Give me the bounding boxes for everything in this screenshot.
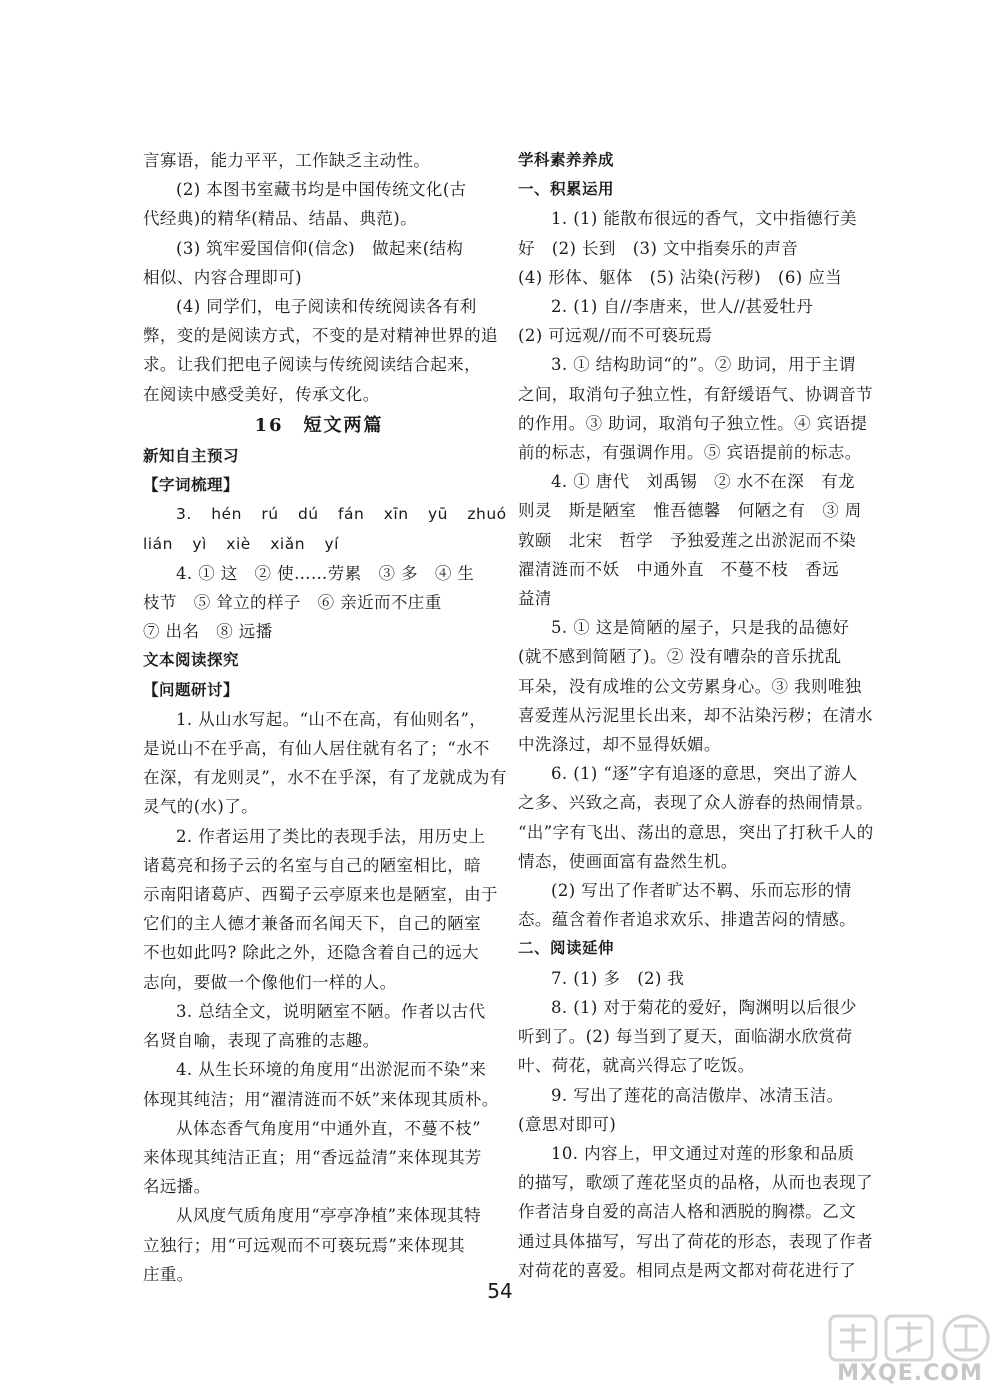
section-heading: 文本阅读探究 [143, 651, 240, 670]
section-heading: 二、阅读延伸 [518, 939, 615, 958]
paragraph-start: 5. ① 这是简陋的屋子，只是我的品德好 [551, 618, 850, 638]
text-line: 来体现其纯洁正直；用“香远益清”来体现其芳 [143, 1147, 482, 1167]
text-line: 它们的主人德才兼备而名闻天下，自己的陋室 [143, 914, 481, 934]
text-line: 示南阳诸葛庐、西蜀子云亭原来也是陋室，由于 [143, 885, 498, 905]
text-line: 的描写，歌颂了莲花坚贞的品格，从而也表现了 [518, 1173, 873, 1193]
text-line: 在阅读中感受美好，传承文化。 [143, 384, 380, 404]
text-line: 庄重。 [143, 1264, 194, 1284]
text-line: 枝节 ⑤ 耸立的样子 ⑥ 亲近而不庄重 [143, 593, 442, 613]
text-line: 是说山不在乎高，有仙人居住就有名了；“水不 [143, 739, 490, 759]
lesson-title: 16 短文两篇 [254, 414, 384, 436]
left-column [143, 146, 507, 1289]
text-line: 益清 [518, 589, 552, 609]
section-heading: 【问题研讨】 [143, 680, 240, 699]
paragraph-start: 4. ① 唐代 刘禹锡 ② 水不在深 有龙 [551, 472, 855, 492]
section-heading: 一、积累运用 [518, 180, 615, 199]
text-line: 在深，有龙则灵”，水不在乎深，有了龙就成为有 [143, 768, 507, 788]
text-line: 敦颐 北宋 哲学 予独爱莲之出淤泥而不染 [518, 530, 856, 550]
text-line: (2) 可远观//而不可亵玩焉 [518, 326, 713, 346]
text-line: 代经典)的精华(精品、结晶、典范)。 [143, 209, 418, 229]
text-line: ⑦ 出名 ⑧ 远播 [143, 622, 273, 642]
watermark-logo-icon [826, 1312, 994, 1366]
paragraph-start: (4) 同学们，电子阅读和传统阅读各有利 [176, 297, 477, 317]
paragraph-start: 1. (1) 能散布很远的香气，文中指德行美 [551, 209, 857, 229]
section-heading: 学科素养养成 [518, 151, 615, 169]
paragraph-start: 4. 从生长环境的角度用“出淤泥而不染”来 [176, 1060, 487, 1080]
text-line: (就不感到简陋了)。② 没有嘈杂的音乐扰乱 [518, 647, 842, 667]
paragraph-start: 8. (1) 对于菊花的爱好，陶渊明以后很少 [551, 997, 857, 1017]
watermark-logo [826, 1312, 994, 1392]
text-line: 作者洁身自爱的高洁人格和洒脱的胸襟。乙文 [518, 1202, 856, 1222]
paragraph-start: 从体态香气角度用“中通外直，不蔓不枝” [176, 1118, 481, 1138]
text-line: 喜爱莲从污泥里长出来，却不沾染污秽；在清水 [518, 705, 873, 725]
pinyin-line: 3. hén rú dú fán xīn yū zhuó [176, 505, 507, 524]
text-line: 相似、内容合理即可) [143, 267, 302, 287]
text-line: 情态，使画面富有盎然生机。 [518, 851, 738, 871]
text-line: 立独行；用“可远观而不可亵玩焉”来体现其 [143, 1235, 465, 1255]
text-line: 中洗涤过，却不显得妖媚。 [518, 735, 721, 755]
paragraph-start: 3. 总结全文，说明陋室不陋。作者以古代 [176, 1001, 486, 1021]
text-line: 志向，要做一个像他们一样的人。 [143, 972, 397, 992]
text-line: 弊，变的是阅读方式，不变的是对精神世界的追 [143, 326, 498, 346]
text-line: 态。蕴含着作者追求欢乐、排遣苦闷的情感。 [518, 910, 856, 930]
text-line: 求。让我们把电子阅读与传统阅读结合起来， [143, 355, 481, 375]
paragraph-start: 1. 从山水写起。“山不在高，有仙则名”， [176, 709, 487, 729]
text-line: 之间，取消句子独立性，有舒缓语气、协调音节 [518, 384, 873, 404]
text-line: 不也如此吗? 除此之外，还隐含着自己的远大 [143, 943, 479, 963]
paragraph-start: 2. 作者运用了类比的表现手法，用历史上 [176, 826, 486, 846]
text-line: 听到了。(2) 每当到了夏天，面临湖水欣赏荷 [518, 1027, 853, 1047]
page-number: 54 [487, 1279, 513, 1303]
text-line: 言寡语，能力平平，工作缺乏主动性。 [143, 151, 431, 170]
text-line: 好 (2) 长到 (3) 文中指奏乐的声音 [518, 238, 799, 258]
text-line: (意思对即可) [518, 1114, 617, 1134]
paragraph-start: 2. (1) 自//李唐来，世人//甚爱牡丹 [551, 297, 814, 317]
paragraph-start: 7. (1) 多 (2) 我 [551, 968, 685, 988]
text-line: 体现其纯洁；用“濯清涟而不妖”来体现其质朴。 [143, 1089, 499, 1109]
section-heading: 新知自主预习 [143, 447, 240, 466]
section-heading: 【字词梳理】 [143, 476, 240, 495]
right-column [518, 146, 874, 1285]
paragraph-start: 3. ① 结构助词“的”。② 助词，用于主谓 [551, 355, 856, 375]
text-line: 濯清涟而不妖 中通外直 不蔓不枝 香远 [518, 559, 840, 579]
text-line: 的作用。③ 助词，取消句子独立性。④ 宾语提 [518, 413, 868, 433]
text-line: 对荷花的喜爱。相同点是两文都对荷花进行了 [518, 1260, 856, 1280]
paragraph-start: 10. 内容上，甲文通过对莲的形象和品质 [551, 1143, 855, 1163]
text-line: 前的标志，有强调作用。⑤ 宾语提前的标志。 [518, 443, 862, 463]
text-line: 灵气的(水)了。 [143, 797, 259, 817]
paragraph-start: 9. 写出了莲花的高洁傲岸、冰清玉洁。 [551, 1085, 844, 1105]
text-line: 诸葛亮和扬子云的名室与自己的陋室相比，暗 [143, 855, 481, 875]
text-line: 耳朵，没有成堆的公文劳累身心。③ 我则唯独 [518, 676, 862, 696]
paragraph-start: 从风度气质角度用“亭亭净植”来体现其特 [176, 1206, 481, 1226]
text-line: 名贤自喻，表现了高雅的志趣。 [143, 1031, 380, 1051]
paragraph-start: (3) 筑牢爱国信仰(信念) 做起来(结构 [176, 238, 464, 258]
paragraph-start: (2) 本图书室藏书均是中国传统文化(古 [176, 180, 467, 200]
text-line: “出”字有飞出、荡出的意思，突出了打秋千人的 [518, 822, 874, 842]
text-line: 通过具体描写，写出了荷花的形态，表现了作者 [518, 1231, 873, 1251]
text-line: 叶、荷花，就高兴得忘了吃饭。 [518, 1056, 755, 1076]
text-line: (4) 形体、躯体 (5) 沾染(污秽) (6) 应当 [518, 267, 843, 287]
pinyin-line: lián yì xiè xiǎn yí [143, 534, 339, 553]
text-line: 则灵 斯是陋室 惟吾德馨 何陋之有 ③ 周 [518, 501, 862, 521]
text-line: 之多、兴致之高，表现了众人游春的热闹情景。 [518, 793, 873, 813]
paragraph-start: 4. ① 这 ② 使……劳累 ③ 多 ④ 生 [176, 563, 475, 583]
paragraph-start: (2) 写出了作者旷达不羁、乐而忘形的情 [551, 881, 852, 901]
paragraph-start: 6. (1) “逐”字有追逐的意思，突出了游人 [551, 764, 858, 784]
text-line: 名远播。 [143, 1177, 211, 1197]
watermark-text: MXQE.COM [837, 1361, 983, 1386]
